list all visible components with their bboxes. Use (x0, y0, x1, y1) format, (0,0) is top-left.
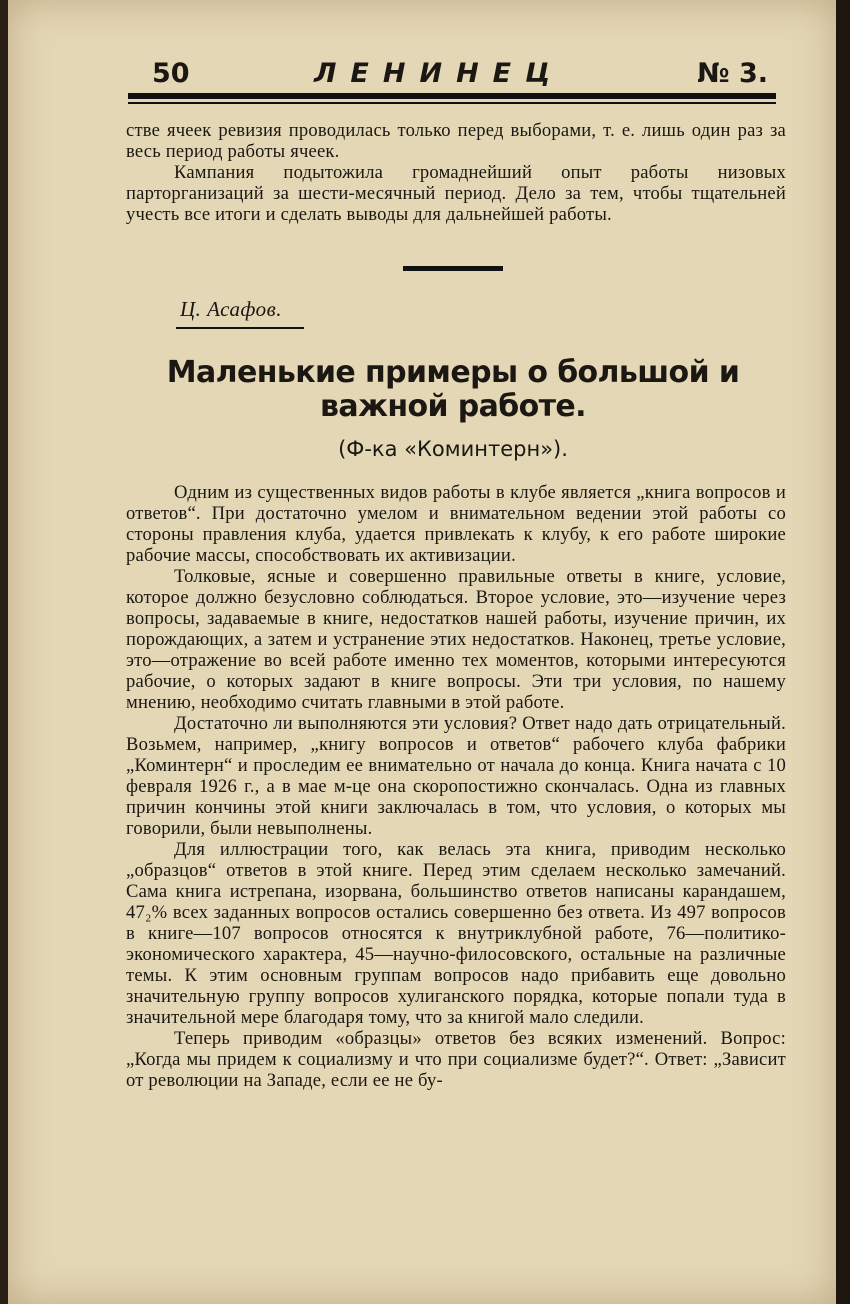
article-title: Маленькие примеры о большой и важной работе. (166, 355, 740, 424)
paragraph: Толковые, ясные и совершенно правильные ответы в книге, условие, которое должно безусловно соблюдаться. Второе условие, это—изучение через вопросы, задаваемые в книге, недостатков нашей работы, изучение причин, их порождающих, а затем и устранение этих недостатков. Наконец, третье условие, это—отражение во всей работе именно тех моментов, которыми интересуются рабочие, о которых задают в книге вопросы. Эти три условия, по нашему мнению, необходимо считать главными в этой работе. (126, 566, 786, 713)
header-rule-thin (128, 102, 776, 104)
paragraph: Достаточно ли выполняются эти условия? Ответ надо дать отрицательный. Возьмем, например, „книгу вопросов и ответов“ рабочего клуба фабрики „Коминтерн“ и проследим ее внимательно от начала до конца. Книга начата с 10 февраля 1926 г., а в мае м-це она скоропостижно скончалась. Одна из главных причин кончины этой книги заключалась в том, что условия, о которых мы говорили, были невыполнены. (126, 713, 786, 839)
paragraph: Для иллюстрации того, как велась эта книга, приводим несколько „образцов“ ответов в этой книге. Перед этим сделаем несколько замечаний. Сама книга истрепана, изорвана, большинство ответов написаны карандашем, 47₂% всех заданных вопросов остались совершенно без ответа. Из 497 вопросов в книге—107 вопросов относятся к внутриклубной работе, 76—политико-экономического характера, 45—научно-филосовского, остальные на различные темы. К этим основным группам вопросов надо прибавить еще довольно значительную группу вопросов хулиганского порядка, которые попали туда в значительной мере благодаря тому, что за книгой мало следили. (126, 839, 786, 1028)
magazine-page (8, 0, 836, 1304)
running-header (146, 58, 778, 94)
section-separator (403, 266, 503, 271)
issue-number: № 3. (697, 58, 768, 89)
author-underline (176, 327, 304, 329)
article-author: Ц. Асафов. (180, 297, 282, 321)
paragraph: Теперь приводим «образцы» ответов без всяких изменений. Вопрос: „Когда мы придем к социализму и что при социализме будет?“. Ответ: „Зависит от революции на Западе, если ее не бу- (126, 1028, 786, 1091)
paragraph: Кампания подытожила громаднейший опыт работы низовых парторганизаций за шести-месячный период. Дело за тем, чтобы тщательней учесть все итоги и сделать выводы для дальнейшей работы. (126, 162, 786, 225)
paragraph: Одним из существенных видов работы в клубе является „книга вопросов и ответов“. При достаточно умелом и внимательном ведении этой работы со стороны правления клуба, удается привлекать к клубу, к его работе широкие рабочие массы, способствовать их активизации. (126, 482, 786, 566)
page-number: 50 (152, 58, 190, 89)
scan-edge (836, 0, 850, 1304)
article-body (126, 482, 786, 1091)
header-rule-thick (128, 93, 776, 99)
journal-title: ЛЕНИНЕЦ (314, 58, 565, 89)
paragraph: стве ячеек ревизия проводилась только перед выборами, т. е. лишь один раз за весь период работы ячеек. (126, 120, 786, 162)
article-subtitle: (Ф-ка «Коминтерн»). (338, 437, 568, 461)
previous-article-text (126, 120, 786, 225)
